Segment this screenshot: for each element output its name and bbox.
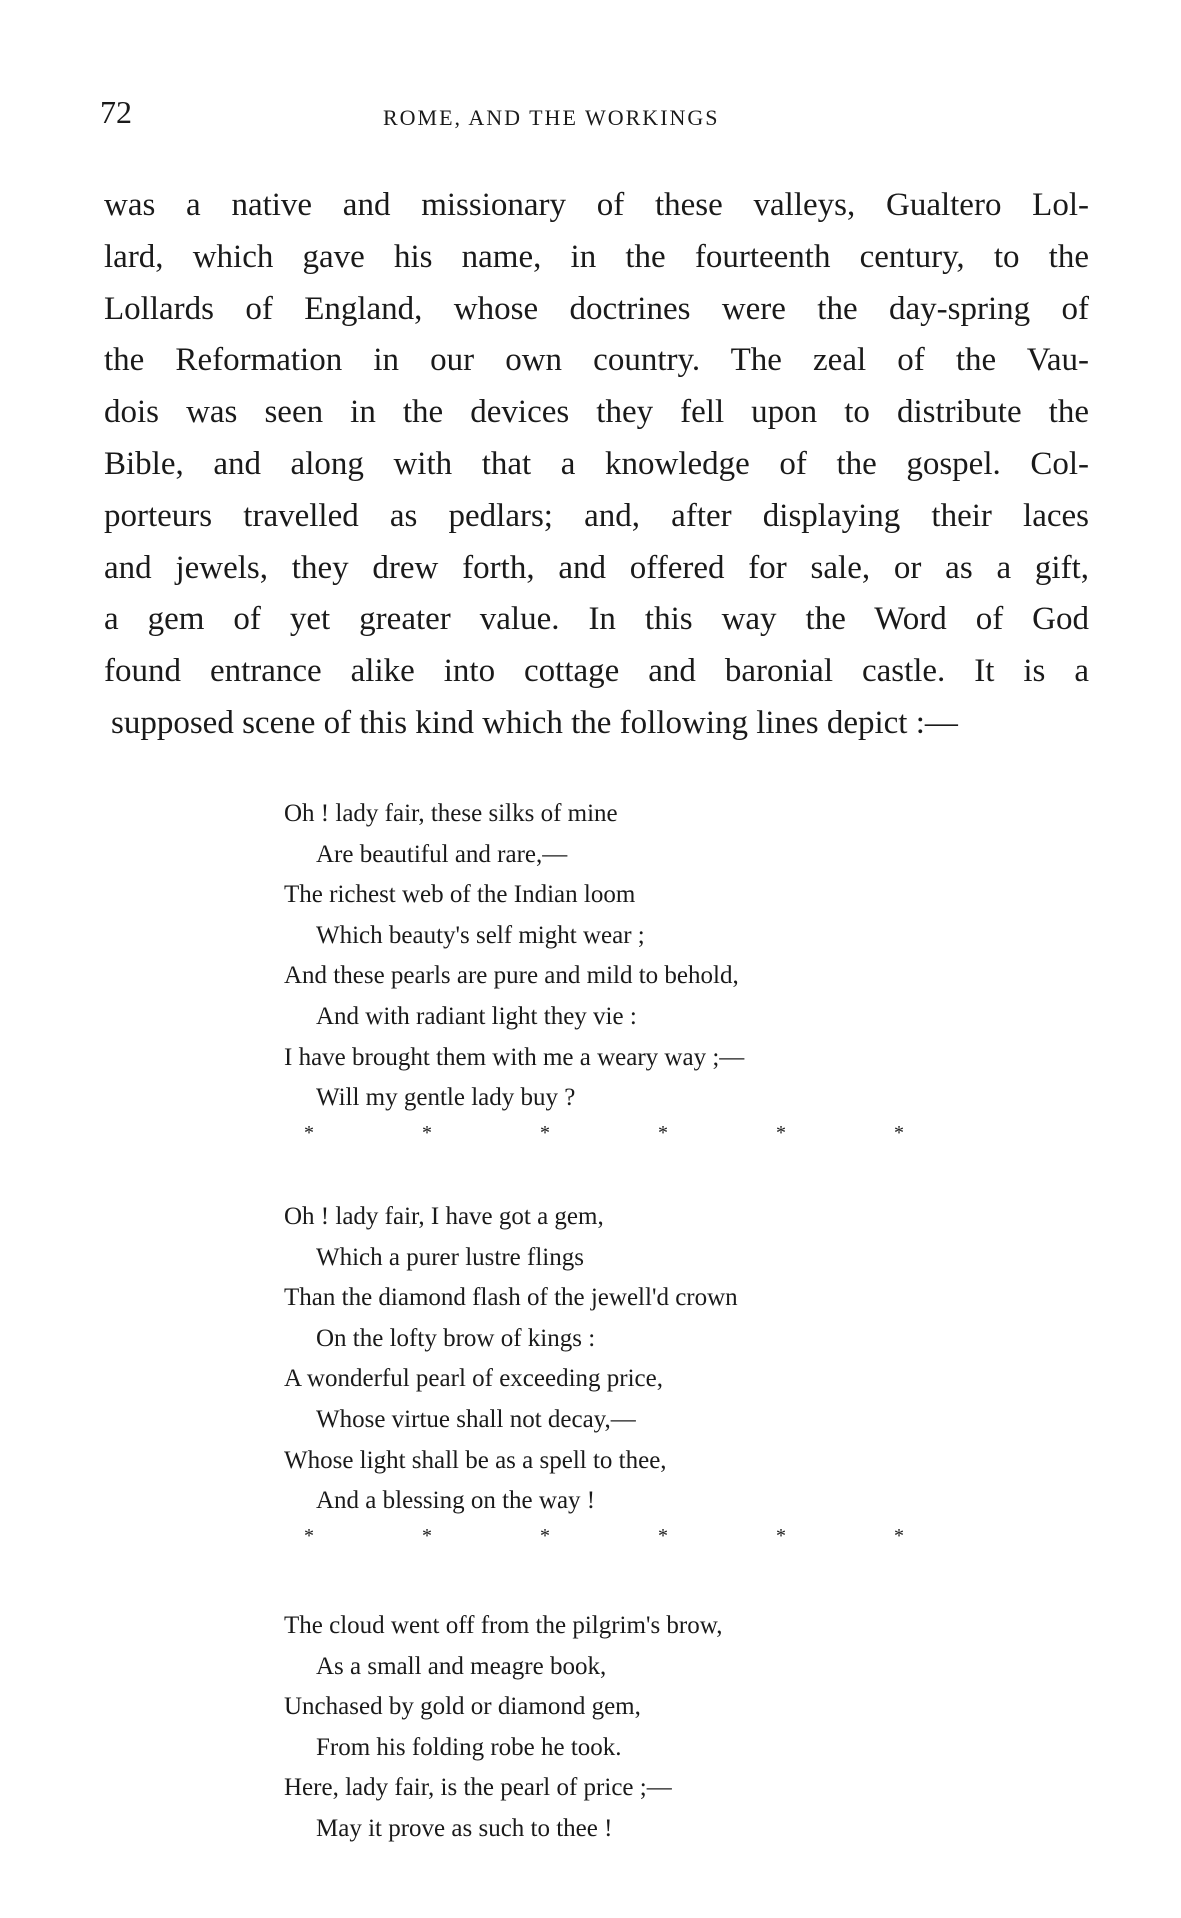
prose-line: porteurs travelled as pedlars; and, after displaying their laces — [104, 497, 1089, 534]
verse-line: Whose light shall be as a spell to thee, — [284, 1446, 667, 1474]
verse-line: And a blessing on the way ! — [316, 1487, 596, 1515]
verse-line: Which beauty's self might wear ; — [316, 921, 645, 949]
verse-line: Are beautiful and rare,— — [316, 840, 568, 868]
asterism: * — [540, 1121, 550, 1144]
asterism: * — [304, 1524, 314, 1547]
prose-line: found entrance alike into cottage and baronial castle. It is a — [104, 653, 1089, 690]
prose-line: Lollards of England, whose doctrines were the day-spring of — [104, 290, 1089, 327]
verse-line: And these pearls are pure and mild to behold, — [284, 962, 739, 990]
verse-line: The richest web of the Indian loom — [284, 881, 636, 909]
prose-line: the Reformation in our own country. The zeal of the Vau- — [104, 342, 1089, 379]
asterism: * — [540, 1524, 550, 1547]
asterism-divider — [284, 1119, 904, 1147]
verse-line: Which a purer lustre flings — [316, 1243, 584, 1271]
poem-stanza-2 — [284, 1197, 924, 1550]
verse-line: Here, lady fair, is the pearl of price ;— — [284, 1774, 672, 1802]
prose-line: lard, which gave his name, in the fourteenth century, to the — [104, 238, 1089, 275]
asterism: * — [776, 1121, 786, 1144]
asterism: * — [658, 1121, 668, 1144]
verse-line: A wonderful pearl of exceeding price, — [284, 1365, 664, 1393]
prose-line: supposed scene of this kind which the following lines depict :— — [111, 704, 958, 741]
verse-line: From his folding robe he took. — [316, 1733, 622, 1761]
prose-line: was a native and missionary of these valleys, Gualtero Lol- — [104, 187, 1089, 223]
verse-line: May it prove as such to thee ! — [316, 1814, 613, 1842]
verse-line: And with radiant light they vie : — [316, 1002, 637, 1030]
asterism: * — [658, 1524, 668, 1547]
prose-line: dois was seen in the devices they fell upon to distribute the — [104, 394, 1089, 431]
verse-line: On the lofty brow of kings : — [316, 1324, 596, 1352]
prose-line: a gem of yet greater value. In this way the Word of God — [104, 601, 1089, 638]
asterism: * — [776, 1524, 786, 1547]
poem-stanza-1 — [284, 794, 924, 1147]
verse-line: I have brought them with me a weary way ;— — [284, 1043, 745, 1071]
verse-line: Oh ! lady fair, these silks of mine — [284, 800, 618, 827]
asterism: * — [422, 1121, 432, 1144]
asterism: * — [894, 1524, 904, 1547]
running-head: ROME, AND THE WORKINGS — [383, 105, 720, 130]
verse-line: Will my gentle lady buy ? — [316, 1084, 576, 1112]
prose-line: Bible, and along with that a knowledge of the gospel. Col- — [104, 445, 1089, 482]
verse-line: Oh ! lady fair, I have got a gem, — [284, 1203, 604, 1230]
asterism: * — [304, 1121, 314, 1144]
verse-line: Whose virtue shall not decay,— — [316, 1405, 636, 1433]
verse-line: Unchased by gold or diamond gem, — [284, 1693, 641, 1721]
prose-line: and jewels, they drew forth, and offered for sale, or as a gift, — [104, 549, 1089, 586]
verse-line: Than the diamond flash of the jewell'd crown — [284, 1284, 738, 1312]
asterism-divider — [284, 1522, 904, 1550]
asterism: * — [894, 1121, 904, 1144]
prose-paragraph — [104, 180, 1089, 750]
verse-line: As a small and meagre book, — [316, 1652, 607, 1680]
asterism: * — [422, 1524, 432, 1547]
poem-stanza-3 — [284, 1606, 924, 1850]
page-number: 72 — [100, 94, 132, 130]
verse-line: The cloud went off from the pilgrim's brow, — [284, 1612, 723, 1639]
